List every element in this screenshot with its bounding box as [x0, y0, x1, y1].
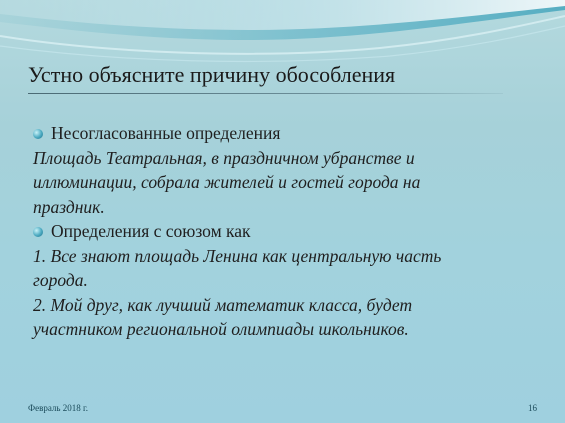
example-line: города. — [33, 270, 88, 290]
bullet-icon — [33, 129, 43, 139]
decorative-wave — [0, 0, 565, 70]
slide-content — [33, 121, 533, 342]
bullet-text: Определения с союзом как — [51, 221, 251, 241]
example-line: 1. Все знают площадь Ленина как центральную часть — [33, 245, 442, 266]
bullet-text: Несогласованные определения — [51, 123, 281, 143]
title-underline — [28, 93, 503, 94]
bullet-icon — [33, 227, 43, 237]
bullet-item-unagreed-definitions — [33, 121, 533, 146]
example-line: праздник. — [33, 196, 105, 217]
example-text-1 — [33, 146, 533, 220]
bullet-item-definitions-with-kak — [33, 219, 533, 244]
example-line: Площадь Театральная, в праздничном убранстве и — [33, 147, 415, 168]
page-number: 16 — [528, 403, 537, 413]
example-text-2 — [33, 244, 533, 342]
footer-date: Февраль 2018 г. — [28, 403, 88, 413]
example-line: 2. Мой друг, как лучший математик класса, будет — [33, 294, 413, 315]
example-line: иллюминации, собрала жителей и гостей города на — [33, 172, 421, 192]
example-line: участником региональной олимпиады школьников. — [33, 319, 409, 339]
slide-title: Устно объясните причину обособления — [28, 62, 396, 87]
